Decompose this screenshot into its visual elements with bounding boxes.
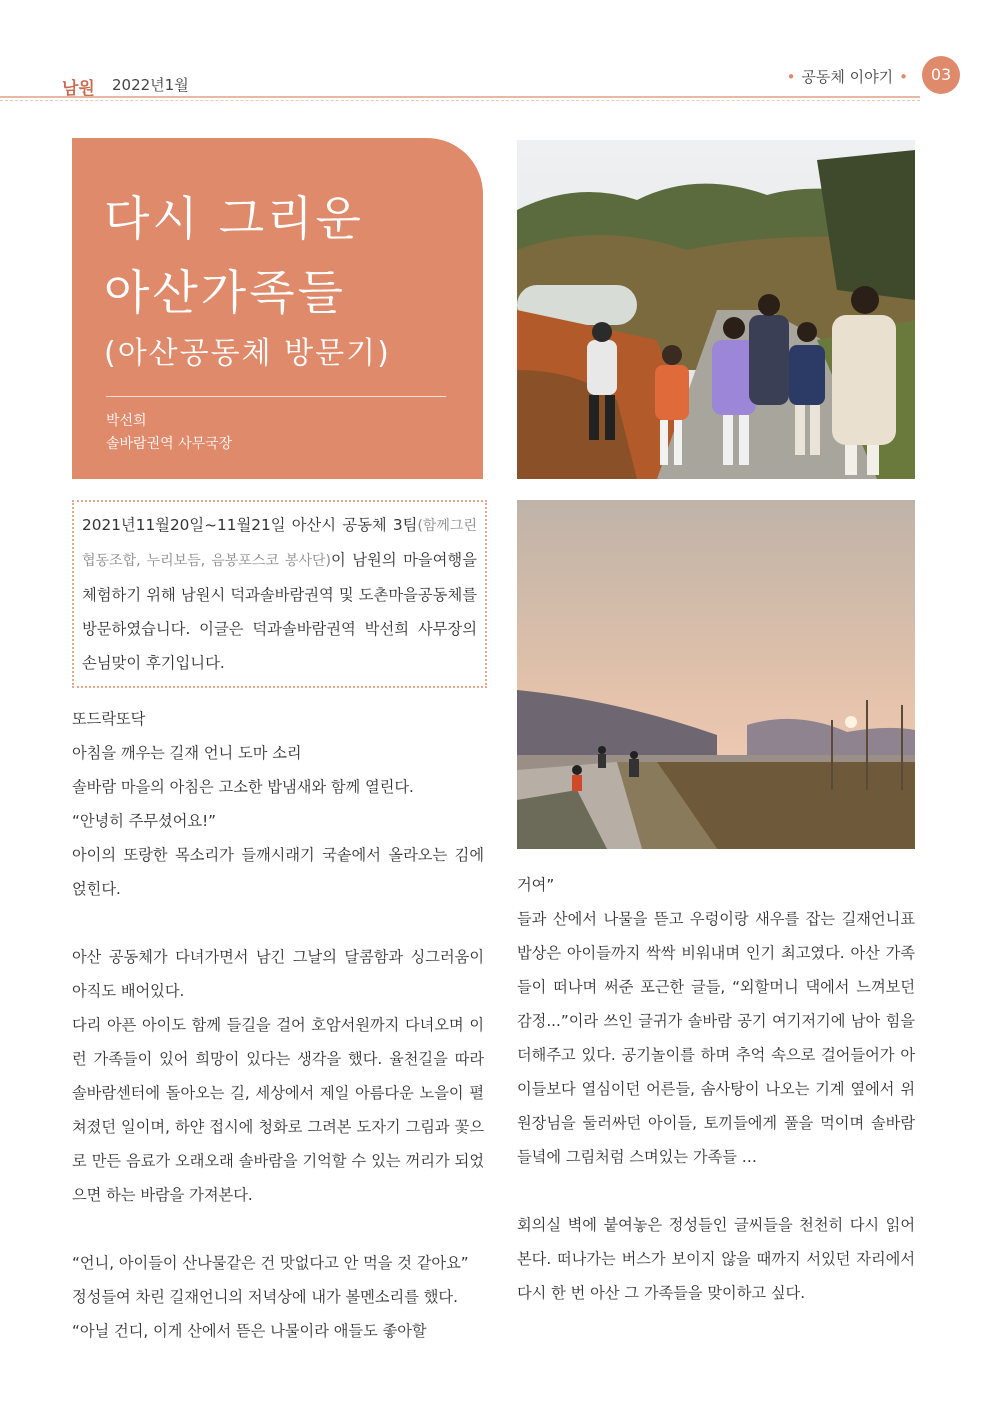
intro-part-1: 2021년11월20일~11월21일 아산시 공동체 3팀 [82,516,418,534]
paragraph: 솔바람 마을의 아침은 고소한 밥냄새와 함께 열린다. [72,778,414,796]
intro-part-2: (함께그린협동조합, 누리보듬, 음봉포스코 봉사단) [82,518,477,569]
subtitle: (아산공동체 방문기) [104,336,391,371]
photo-sunset-walk-image [517,500,915,849]
paragraph: 아침을 깨우는 길재 언니 도마 소리 [72,744,302,762]
author-role: 솔바람권역 사무국장 [106,436,233,452]
photo-sunset-walk [517,500,915,849]
title-line-2: 아산가족들 [104,266,347,321]
paragraph: 또드락또닥 [72,710,146,728]
photo-walking-group-image [517,140,915,479]
paragraph-gap [72,906,484,940]
paragraph: 다리 아픈 아이도 함께 들길을 걸어 호암서원까지 다녀오며 이런 가족들이 있어 희망이 있다는 생각을 했다. 율천길을 따라 솔바람센터에 돌아오는 길, 세상에서 제일 아름다운 노을이 펼쳐졌던 일이며, 하얀 접시에 청화로 그려본 도자기 그림과 꽃으로 만든 음료가 오래오래 솔바람을 기억할 수 있는 꺼리가 되었으면 하는 바람을 가져본다. [72,1016,484,1204]
header-rule [0,96,920,98]
title-line-1: 다시 그리운 [104,192,364,247]
paragraph: “아닐 건디, 이게 산에서 뜯은 나물이라 애들도 좋아할 [72,1322,427,1340]
title-divider [106,396,446,397]
intro-box [72,500,487,688]
issue-date: 2022년1월 [112,76,189,94]
newsletter-brand: 남원 [62,79,95,99]
body-column-right [517,868,915,1310]
section-label: • 공동체 이야기 • [786,68,908,86]
paragraph: “안녕히 주무셨어요!” [72,812,217,830]
paragraph-gap [72,1212,484,1246]
paragraph-gap [517,1174,915,1208]
paragraph: 들과 산에서 나물을 뜯고 우렁이랑 새우를 잡는 길재언니표 밥상은 아이들까지 싹싹 비워내며 인기 최고였다. 아산 가족들이 떠나며 써준 포근한 글들, “외할머니 댁에서 느껴보던 감정...”이라 쓰인 글귀가 솔바람 공기 여기저기에 남아 힘을 더해주고 있다. 공기놀이를 하며 추억 속으로 걸어들어가 아이들보다 열심이던 어른들, 솜사탕이 나오는 기계 옆에서 위원장님을 둘러싸던 아이들, 토끼들에게 풀을 먹이며 솔바람 들녘에 그림처럼 스며있는 가족들 … [517,910,915,1166]
paragraph: “언니, 아이들이 산나물같은 건 맛없다고 안 먹을 것 같아요” [72,1254,469,1272]
section-name: 공동체 이야기 [801,68,894,86]
intro-text [82,508,477,680]
paragraph: 아산 공동체가 다녀가면서 남긴 그날의 달콤함과 싱그러움이 아직도 배어있다. [72,948,484,1000]
intro-part-3: 이 남원의 마을여행을 체험하기 위해 남원시 덕과솔바람권역 및 도촌마을공동체를 방문하였습니다. 이글은 덕과솔바람권역 박선희 사무장의 손님맞이 후기입니다. [82,551,477,672]
body-column-left [72,702,484,1348]
page-header [0,0,1000,100]
paragraph: 회의실 벽에 붙여놓은 정성들인 글씨들을 천천히 다시 읽어본다. 떠나가는 버스가 보이지 않을 때까지 서있던 자리에서 다시 한 번 아산 그 가족들을 맞이하고 싶다. [517,1216,915,1302]
photo-walking-group [517,140,915,479]
header-rule-dashed [0,100,920,101]
page-number: 03 [922,56,960,94]
paragraph: 정성들여 차린 길재언니의 저녁상에 내가 볼멘소리를 했다. [72,1288,458,1306]
title-box [72,138,483,479]
paragraph: 거여” [517,876,555,894]
author-name: 박선희 [106,413,147,429]
paragraph: 아이의 또랑한 목소리가 들깨시래기 국솥에서 올라오는 김에 얹힌다. [72,846,484,898]
